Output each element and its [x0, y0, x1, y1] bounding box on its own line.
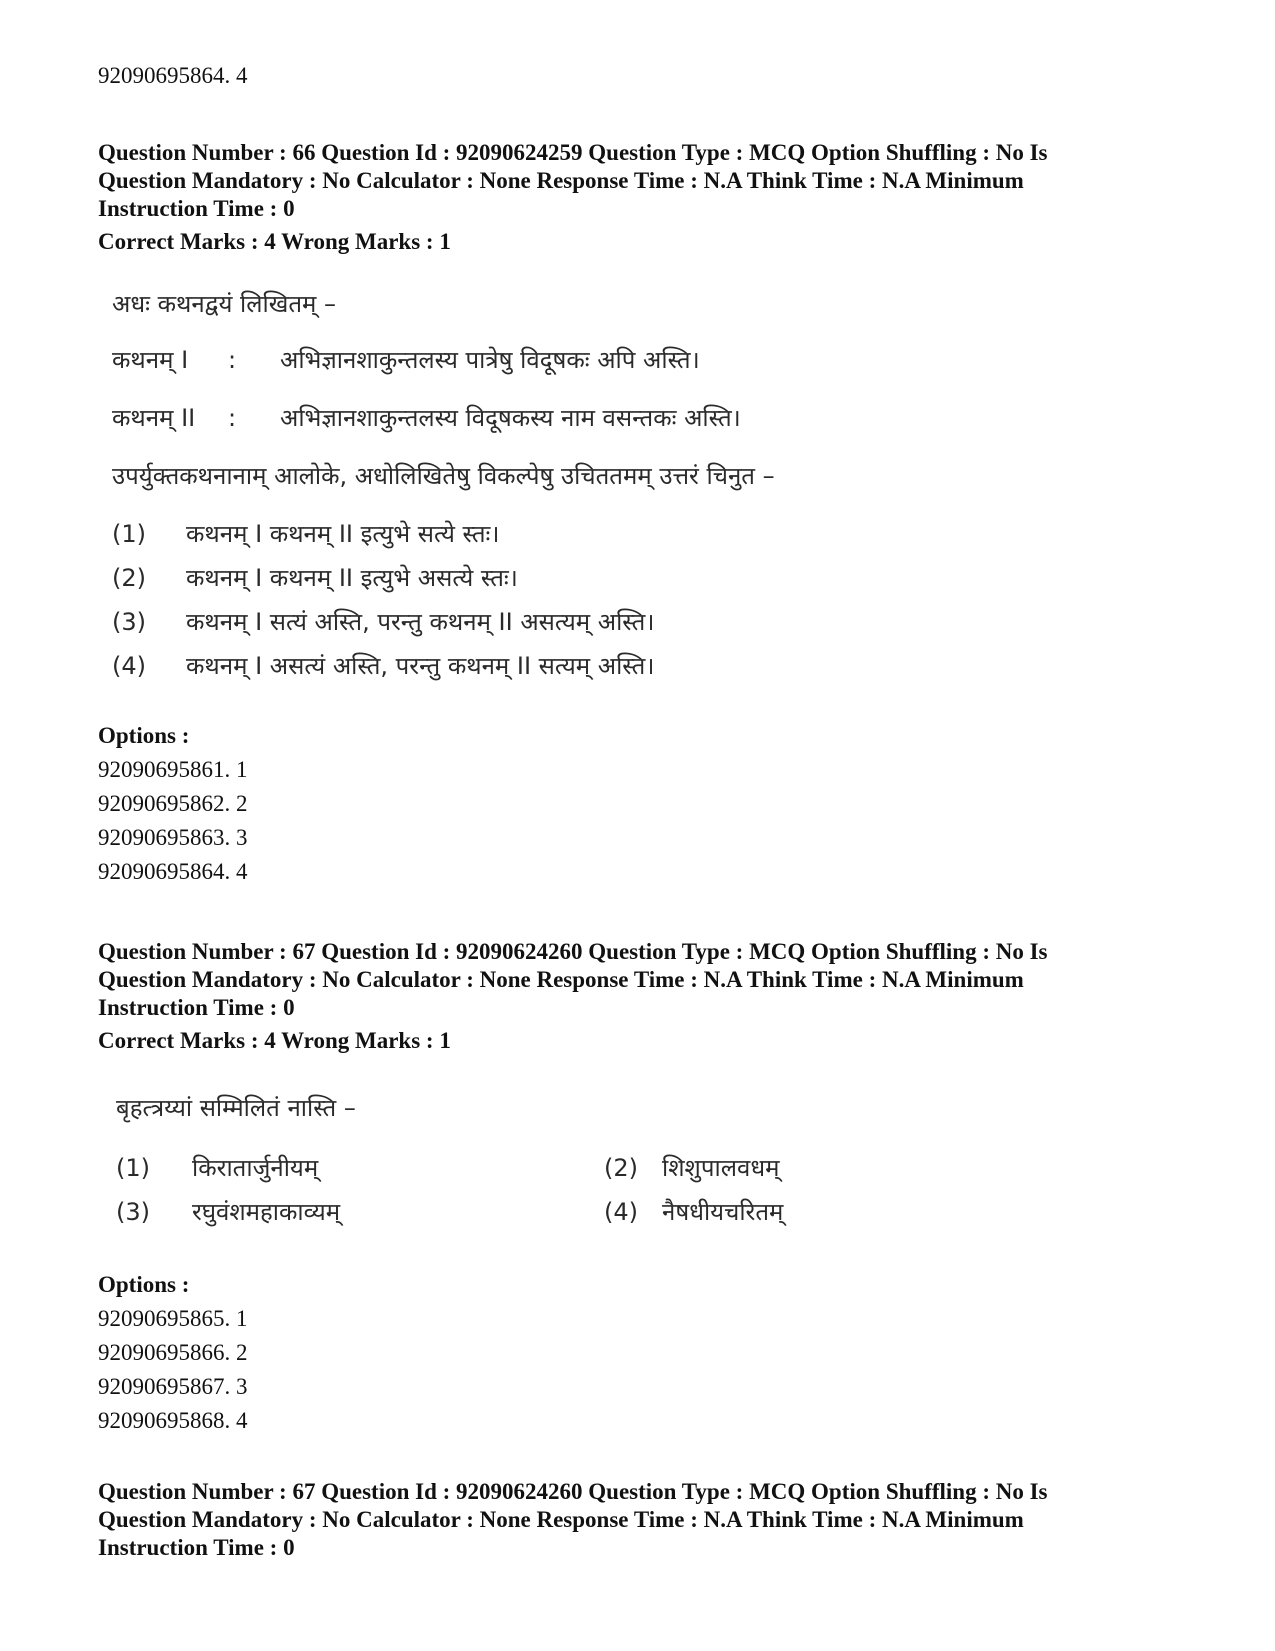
q66-choice-4-number: (4)	[112, 652, 146, 680]
q67-repeat-meta-line-2: Question Mandatory : No Calculator : None Response Time : N.A Think Time : N.A Minimum	[98, 1507, 1024, 1532]
q67-option-4: 92090695868. 4	[98, 1408, 248, 1433]
q66-statement2-text: अभिज्ञानशाकुन्तलस्य विदूषकस्य नाम वसन्तकः अस्ति।	[280, 404, 741, 432]
q67-repeat-meta-line-3: Instruction Time : 0	[98, 1535, 295, 1560]
q67-choice-3-number: (3)	[116, 1198, 150, 1226]
q66-choice-3-text: कथनम् I सत्यं अस्ति, परन्तु कथनम् II असत्यम् अस्ति।	[186, 608, 655, 636]
q67-choice-1-text: किरातार्जुनीयम्	[192, 1154, 319, 1182]
q67-meta	[98, 938, 1198, 1022]
q67-meta-line-1: Question Number : 67 Question Id : 92090624260 Question Type : MCQ Option Shuffling : No Is	[98, 939, 1048, 964]
q66-meta-line-2: Question Mandatory : No Calculator : None Response Time : N.A Think Time : N.A Minimum	[98, 168, 1024, 193]
q67-meta-line-3: Instruction Time : 0	[98, 995, 295, 1020]
q66-statement2-separator: :	[228, 404, 237, 432]
q66-option-4: 92090695864. 4	[98, 859, 248, 884]
q66-choice-2-number: (2)	[112, 564, 146, 592]
q67-stem: बृहत्त्रय्यां सम्मिलितं नास्ति –	[116, 1094, 356, 1122]
q67-choice-1-number: (1)	[116, 1154, 150, 1182]
q67-option-2: 92090695866. 2	[98, 1340, 248, 1365]
q67-option-3: 92090695867. 3	[98, 1374, 248, 1399]
q66-choice-1-number: (1)	[112, 520, 146, 548]
q66-meta	[98, 139, 1198, 223]
q66-statement1-label: कथनम् I	[112, 346, 189, 374]
q66-instruction: उपर्युक्तकथनानाम् आलोके, अधोलिखितेषु विकल्पेषु उचिततमम् उत्तरं चिनुत –	[112, 462, 775, 490]
q66-option-3: 92090695863. 3	[98, 825, 248, 850]
q67-choice-4-text: नैषधीयचरितम्	[662, 1198, 784, 1226]
q66-marks: Correct Marks : 4 Wrong Marks : 1	[98, 229, 451, 254]
q67-marks: Correct Marks : 4 Wrong Marks : 1	[98, 1028, 451, 1053]
q67-repeat-meta-line-1: Question Number : 67 Question Id : 92090624260 Question Type : MCQ Option Shuffling : No Is	[98, 1479, 1048, 1504]
q67-choice-3-text: रघुवंशमहाकाव्यम्	[192, 1198, 341, 1226]
q67-choice-2-number: (2)	[604, 1154, 638, 1182]
q66-options-list	[98, 753, 248, 889]
q66-option-2: 92090695862. 2	[98, 791, 248, 816]
q66-statement1-text: अभिज्ञानशाकुन्तलस्य पात्रेषु विदूषकः अपि अस्ति।	[280, 346, 700, 374]
q66-choice-4-text: कथनम् I असत्यं अस्ति, परन्तु कथनम् II सत्यम् अस्ति।	[186, 652, 655, 680]
q67-meta-line-2: Question Mandatory : No Calculator : None Response Time : N.A Think Time : N.A Minimum	[98, 967, 1024, 992]
q66-choice-3-number: (3)	[112, 608, 146, 636]
q66-choice-2-text: कथनम् I कथनम् II इत्युभे असत्ये स्तः।	[186, 564, 518, 592]
q67-repeat-meta	[98, 1478, 1198, 1562]
q67-option-1: 92090695865. 1	[98, 1306, 248, 1331]
q66-option-1: 92090695861. 1	[98, 757, 248, 782]
q67-choice-4-number: (4)	[604, 1198, 638, 1226]
q66-stem: अधः कथनद्वयं लिखितम् –	[112, 290, 337, 318]
carryover-option: 92090695864. 4	[98, 63, 248, 88]
q67-options-label: Options :	[98, 1272, 190, 1297]
q66-options-label: Options :	[98, 723, 190, 748]
q67-choice-2-text: शिशुपालवधम्	[662, 1154, 780, 1182]
q66-meta-line-3: Instruction Time : 0	[98, 196, 295, 221]
q66-meta-line-1: Question Number : 66 Question Id : 92090624259 Question Type : MCQ Option Shuffling : No Is	[98, 140, 1048, 165]
q66-choice-1-text: कथनम् I कथनम् II इत्युभे सत्ये स्तः।	[186, 520, 500, 548]
q67-options-list	[98, 1302, 248, 1438]
q66-statement1-separator: :	[228, 346, 237, 374]
q66-statement2-label: कथनम् II	[112, 404, 196, 432]
